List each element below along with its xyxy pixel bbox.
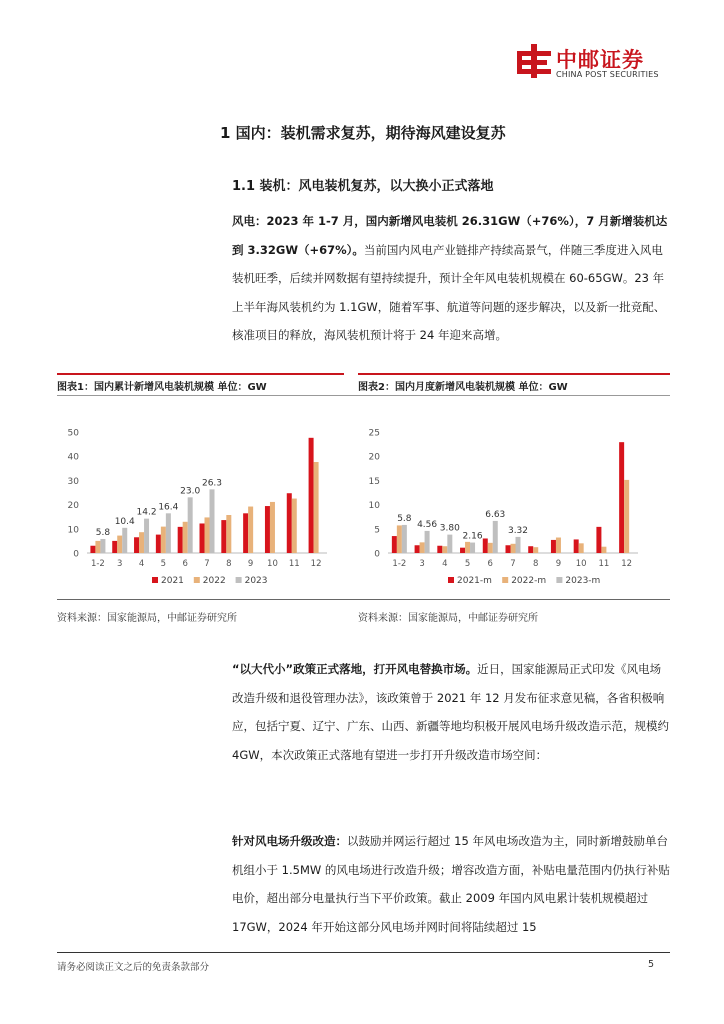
bar-2023: [166, 513, 171, 553]
x-tick-label: 4: [138, 559, 145, 569]
bar-2021-m: [460, 548, 465, 553]
bar-2023-m: [425, 531, 430, 553]
subsection-heading: 1.1 装机：风电装机复苏，以大换小正式落地: [232, 179, 494, 194]
data-label: 23.0: [180, 486, 201, 497]
y-tick-label: 10: [368, 501, 380, 512]
legend-label: 2023-m: [565, 576, 601, 586]
x-tick-label: 6: [182, 559, 188, 569]
x-tick-label: 1-2: [392, 559, 407, 569]
x-tick-label: 7: [204, 559, 210, 569]
data-label: 5.8: [397, 513, 412, 524]
bar-2023-m: [402, 525, 407, 553]
y-tick-label: 20: [67, 501, 79, 512]
paragraph-body: 近日，国家能源局正式印发《风电场改造升级和退役管理办法》，该政策曾于 2021 年 12 月发布征求意见稿，各省积极响应，包括宁夏、辽宁、广东、山西、新疆等地均积极开展风电场升级改造示范，规模约 4GW，本次政策正式落地有望进一步打开升级改造市场空间：: [232, 662, 669, 762]
x-tick-label: 9: [247, 559, 254, 569]
bar-2022: [248, 507, 253, 553]
x-tick-label: 8: [533, 559, 539, 569]
paragraph-lead: “以大代小”政策正式落地，打开风电替换市场。: [232, 662, 478, 676]
x-tick-label: 3: [117, 559, 123, 569]
bar-2022-m: [420, 542, 425, 553]
chart2-monthly-installs: [358, 412, 670, 592]
bar-2022: [95, 541, 100, 553]
source-divider: [57, 599, 670, 600]
data-label: 14.2: [136, 507, 157, 518]
bar-2022: [292, 499, 297, 553]
bar-2023-m: [493, 521, 498, 553]
bar-2021: [265, 506, 270, 553]
bar-2021: [243, 513, 248, 553]
legend-label: 2021: [161, 576, 184, 586]
bar-2021-m: [392, 536, 397, 553]
y-tick-label: 30: [67, 476, 79, 487]
bar-2022: [139, 532, 144, 553]
bar-2022-m: [442, 546, 447, 553]
bar-2021-m: [437, 546, 442, 553]
paragraph-lead: 针对风电场升级改造：: [232, 834, 347, 848]
bar-2022: [161, 527, 166, 553]
legend-swatch: [236, 577, 242, 583]
bar-2022-m: [624, 480, 629, 553]
paragraph-policy: [232, 655, 672, 769]
bar-2023: [100, 539, 105, 553]
x-tick-label: 5: [464, 559, 471, 569]
bar-2023-m: [470, 543, 475, 553]
legend-label: 2022-m: [511, 576, 547, 586]
data-label: 16.4: [158, 502, 179, 513]
x-tick-label: 12: [621, 559, 633, 569]
y-tick-label: 50: [67, 428, 79, 439]
bar-2021: [221, 520, 226, 553]
bar-2023: [210, 489, 215, 553]
bar-2021: [287, 493, 292, 553]
bar-2021: [90, 546, 95, 553]
data-label: 4.56: [417, 519, 438, 530]
chart1-source: 资料来源：国家能源局，中邮证券研究所: [57, 613, 237, 624]
chart-divider: [358, 373, 670, 375]
data-label: 3.80: [439, 523, 460, 534]
legend-swatch: [502, 577, 508, 583]
bar-2023: [122, 528, 127, 553]
bar-2022-m: [601, 547, 606, 553]
y-tick-label: 0: [374, 549, 380, 560]
bar-2022-m: [465, 542, 470, 553]
bar-2022-m: [511, 544, 516, 553]
bar-2021: [309, 438, 314, 553]
bar-2021: [178, 527, 183, 553]
x-tick-label: 3: [419, 559, 425, 569]
bar-2022-m: [556, 538, 561, 553]
bar-2021-m: [528, 546, 533, 553]
bar-2022-m: [488, 543, 493, 553]
paragraph-wind-installs: [232, 207, 672, 350]
bar-2021-m: [483, 538, 488, 553]
paragraph-body: 以鼓励并网运行超过 15 年风电场改造为主，同时新增鼓励单台机组小于 1.5MW 的风电场进行改造升级；增容改造方面，补贴电量范围内仍执行补贴电价，超出部分电量执行当下平价政策。截止 2009 年国内风电累计装机规模超过 17GW，2024 年开始这部分风电场并网时间将陆续超过 15: [232, 834, 670, 934]
y-tick-label: 15: [368, 476, 380, 487]
x-tick-label: 10: [267, 559, 278, 569]
brand-name-cn: 中邮证券: [556, 48, 644, 72]
data-label: 2.16: [462, 531, 483, 542]
bar-2022: [226, 515, 231, 553]
bar-2021-m: [596, 527, 601, 553]
y-tick-label: 5: [374, 525, 380, 536]
x-tick-label: 12: [310, 559, 322, 569]
x-tick-label: 8: [226, 559, 232, 569]
bar-2021-m: [415, 545, 420, 553]
bar-2021: [200, 523, 205, 553]
bar-2021-m: [619, 442, 624, 553]
y-tick-label: 0: [73, 549, 79, 560]
legend-label: 2021-m: [457, 576, 492, 586]
footer-divider: [57, 952, 670, 953]
chart1-cumulative-installs: [57, 412, 344, 592]
bar-2023: [144, 519, 149, 553]
legend-swatch: [194, 577, 200, 583]
bar-2021-m: [574, 539, 579, 553]
legend-swatch: [556, 577, 562, 583]
bar-2021: [112, 541, 117, 553]
x-tick-label: 4: [442, 559, 448, 569]
bar-2021-m: [506, 545, 511, 553]
chart2-source: 资料来源：国家能源局，中邮证券研究所: [358, 613, 538, 624]
bar-2021: [156, 535, 161, 553]
paragraph-body: 当前国内风电产业链排产持续高景气，伴随三季度进入风电装机旺季，后续并网数据有望持续提升，预计全年风电装机规模在 60-65GW。23 年上半年海风装机约为 1.1GW，随着军事、航道等问题的逐步解决，以及新一批竞配、核准项目的释放，海风装机预计将于 24 年迎来高增。: [232, 242, 666, 342]
paragraph-upgrade: [232, 827, 672, 941]
data-label: 6.63: [485, 509, 506, 520]
y-tick-label: 25: [368, 428, 380, 439]
data-label: 3.32: [507, 525, 529, 536]
legend-swatch: [152, 577, 158, 583]
paragraph-lead: 风电：2023 年 1-7 月，国内新增风电装机 26.31GW（+76%），7 月新增装机达到 3.32GW（+67%）。: [232, 214, 668, 257]
x-tick-label: 10: [575, 559, 587, 569]
section-heading: 1 国内：装机需求复苏，期待海风建设复苏: [220, 124, 506, 142]
china-post-logo-icon: [515, 42, 553, 84]
x-tick-label: 9: [555, 559, 562, 569]
bar-2023-m: [516, 537, 521, 553]
bar-2022: [270, 502, 275, 553]
bar-2023: [188, 497, 193, 553]
x-tick-label: 11: [288, 559, 300, 569]
x-tick-label: 6: [487, 559, 493, 569]
x-tick-label: 1-2: [90, 559, 105, 569]
y-tick-label: 20: [368, 452, 380, 463]
data-label: 5.8: [95, 527, 111, 538]
bar-2021: [134, 537, 139, 553]
x-tick-label: 7: [510, 559, 516, 569]
data-label: 10.4: [114, 516, 135, 527]
bar-2022: [314, 462, 319, 553]
bar-2022: [205, 517, 210, 553]
chart2-title: 图表2：国内月度新增风电装机规模 单位：GW: [358, 382, 568, 393]
page-number: 5: [648, 959, 655, 970]
bar-2022-m: [397, 525, 402, 553]
chart-title-underline: [57, 395, 670, 396]
brand-name-en: CHINA POST SECURITIES: [556, 70, 659, 79]
bar-2022-m: [579, 543, 584, 553]
data-label: 26.3: [201, 478, 223, 489]
legend-swatch: [448, 577, 454, 583]
bar-2023-m: [447, 535, 452, 553]
legend-label: 2023: [244, 576, 268, 586]
y-tick-label: 10: [67, 525, 79, 536]
bar-2021-m: [551, 540, 556, 553]
bar-2022: [183, 522, 188, 553]
chart-divider: [57, 373, 344, 375]
x-tick-label: 5: [160, 559, 167, 569]
x-tick-label: 11: [598, 559, 610, 569]
bar-2022: [117, 536, 122, 553]
legend-label: 2022: [202, 576, 226, 586]
disclaimer-note: 请务必阅读正文之后的免责条款部分: [57, 962, 210, 973]
bar-2022-m: [533, 547, 538, 553]
y-tick-label: 40: [67, 452, 79, 463]
chart1-title: 图表1：国内累计新增风电装机规模 单位：GW: [57, 382, 267, 393]
